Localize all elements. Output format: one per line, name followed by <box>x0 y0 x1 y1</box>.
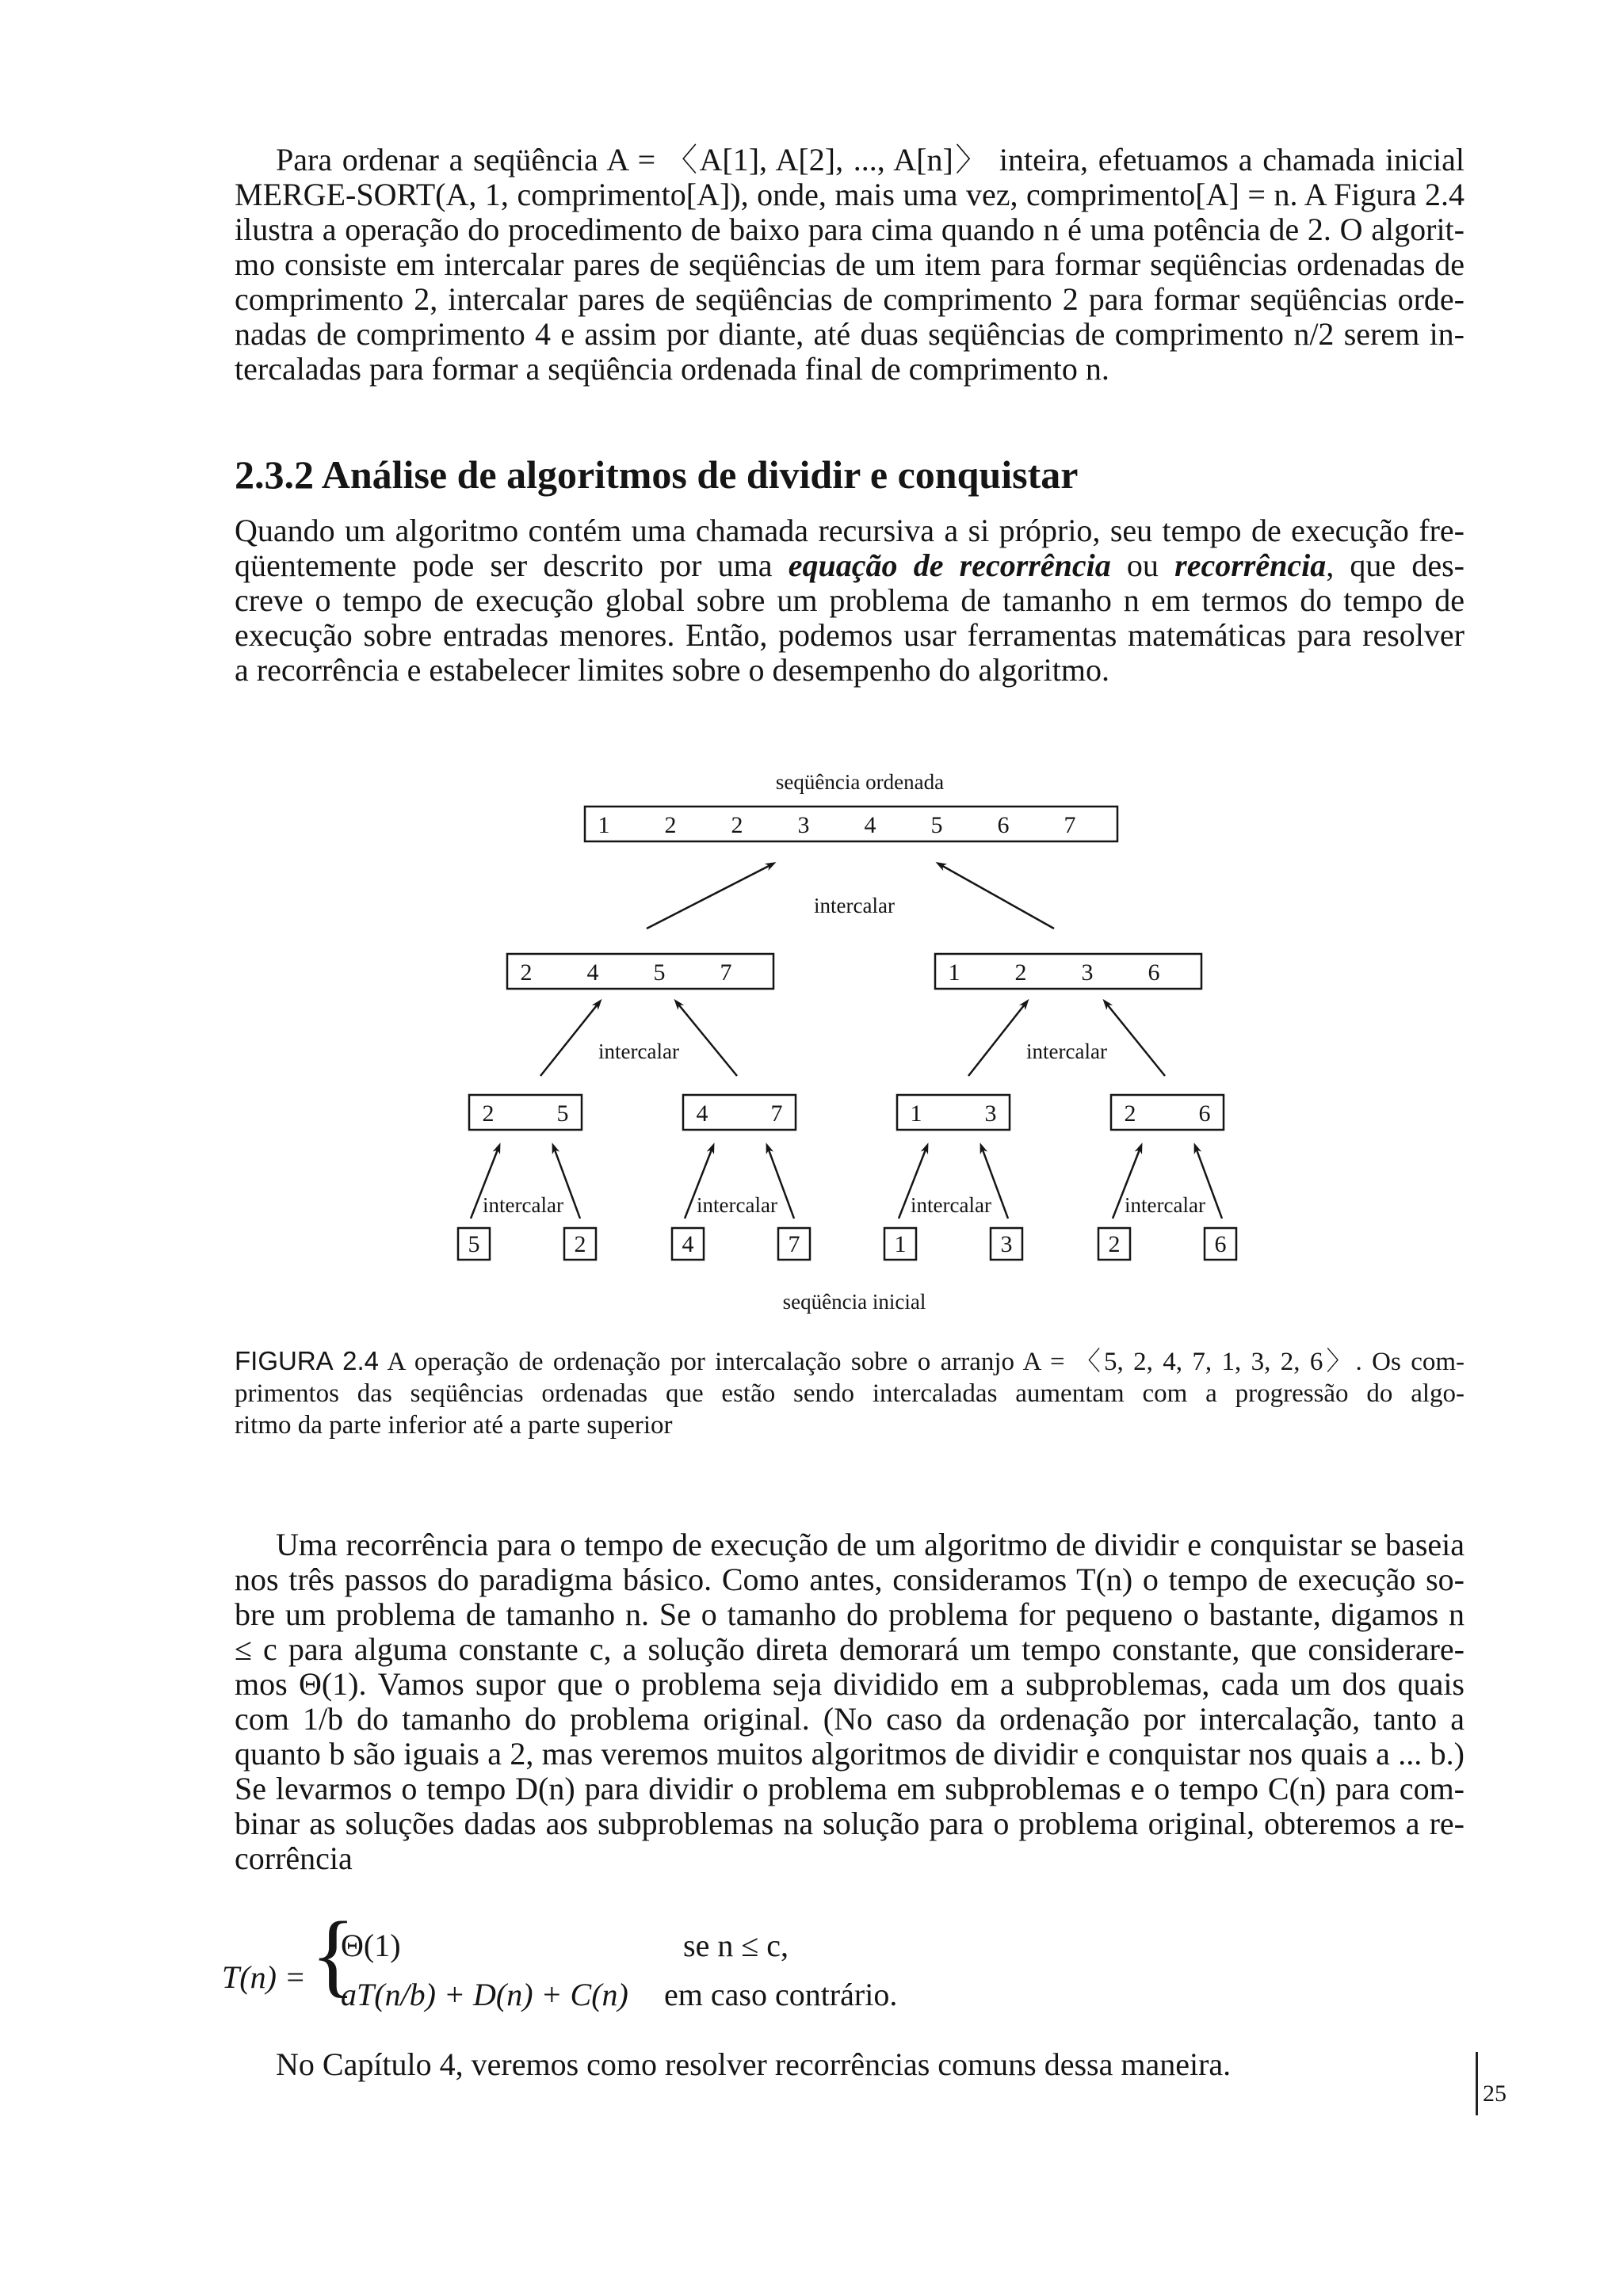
initial-sequence-label: seqüência inicial <box>782 1290 926 1314</box>
recurrence-line: Se levarmos o tempo D(n) para dividir o problema em subproblemas e o tempo C(n) para com- <box>235 1771 1465 1806</box>
merge-arrow <box>540 1001 600 1076</box>
sorted-sequence-label: seqüência ordenada <box>775 770 945 794</box>
single-value: 3 <box>1000 1231 1013 1257</box>
sorted-value: 2 <box>731 812 743 838</box>
text-run: qüentemente pode ser descrito por uma <box>235 547 789 583</box>
intro-line: mo consiste em intercalar pares de seqüências de um item para formar seqüências ordenadas de <box>235 246 1465 282</box>
formula-lhs: T(n) = <box>222 1959 306 1995</box>
caption-text: A operação de ordenação por intercalação sobre o arranjo A = 〈5, 2, 4, 7, 1, 3, 2, 6〉. Os com- <box>379 1348 1465 1376</box>
merge-label: intercalar <box>1026 1039 1107 1063</box>
figure-caption <box>235 1345 1465 1441</box>
section-title: Análise de algoritmos de dividir e conquistar <box>321 452 1079 497</box>
pair-value: 4 <box>696 1100 708 1127</box>
formula-case-2: aT(n/b) + D(n) + C(n) <box>341 1977 628 2012</box>
section-line: execução sobre entradas menores. Então, podemos usar ferramentas matemáticas para resolver <box>235 617 1465 653</box>
merge-arrow <box>676 1001 737 1076</box>
pair-value: 3 <box>984 1100 997 1127</box>
closing-sentence: No Capítulo 4, veremos como resolver recorrências comuns dessa maneira. <box>276 2046 1232 2082</box>
single-value: 4 <box>682 1231 694 1257</box>
recurrence-line: com 1/b do tamanho do problema original. (No caso da ordenação por intercalação, tanto a <box>235 1701 1465 1737</box>
section-line: a recorrência e estabelecer limites sobre o desempenho do algoritmo. <box>235 652 1109 688</box>
pair-value: 1 <box>910 1100 922 1127</box>
sorted-value: 2 <box>664 812 677 838</box>
intro-line: MERGE-SORT(A, 1, comprimento[A]), onde, mais uma vez, comprimento[A] = n. A Figura 2.4 <box>235 177 1465 212</box>
merge-arrow <box>938 864 1054 929</box>
array-frame <box>935 954 1201 989</box>
merged-run-right <box>935 954 1201 989</box>
single-value: 5 <box>468 1231 480 1257</box>
intro-line: tercaladas para formar a seqüência ordenada final de comprimento n. <box>235 351 1109 387</box>
run-value: 2 <box>1014 959 1027 986</box>
recurrence-line: quanto b são iguais a 2, mas veremos muitos algoritmos de dividir e conquistar nos quais a ... b.) <box>235 1736 1465 1772</box>
recurrence-line: ≤ c para alguma constante c, a solução direta demorará um tempo constante, que considerare- <box>235 1631 1465 1667</box>
sorted-array <box>585 807 1117 841</box>
single-value: 2 <box>1108 1231 1121 1257</box>
recurrence-line: Uma recorrência para o tempo de execução de um algoritmo de dividir e conquistar se baseia <box>276 1527 1465 1562</box>
sorted-value: 1 <box>598 812 610 838</box>
sorted-value: 7 <box>1064 812 1076 838</box>
merge-label: intercalar <box>483 1193 563 1217</box>
pair-value: 7 <box>770 1100 783 1127</box>
merge-arrow <box>968 1001 1027 1076</box>
merge-arrow <box>1105 1001 1165 1076</box>
run-value: 7 <box>720 959 732 986</box>
section-line: creve o tempo de execução global sobre um problema de tamanho n em termos do tempo de <box>235 582 1465 618</box>
merge-label: intercalar <box>697 1193 777 1217</box>
term-recurrence: recorrência <box>1174 547 1327 583</box>
merge-label: intercalar <box>814 894 895 917</box>
single-value: 7 <box>788 1231 800 1257</box>
merge-label: intercalar <box>598 1039 679 1063</box>
section-line: Quando um algoritmo contém uma chamada recursiva a si próprio, seu tempo de execução fre- <box>235 513 1465 548</box>
term-recurrence-equation: equação de recorrência <box>788 547 1111 583</box>
single-value: 1 <box>894 1231 907 1257</box>
formula-condition-1: se n ≤ c, <box>683 1928 789 1963</box>
single-value: 2 <box>574 1231 586 1257</box>
intro-line: Para ordenar a seqüência A = 〈A[1], A[2], ..., A[n]〉 inteira, efetuamos a chamada inicial <box>276 142 1465 177</box>
recurrence-paragraph <box>235 1527 1465 1876</box>
run-value: 1 <box>948 959 960 986</box>
sorted-value: 6 <box>997 812 1010 838</box>
merge-label: intercalar <box>1125 1193 1205 1217</box>
sorted-value: 4 <box>864 812 876 838</box>
run-value: 2 <box>520 959 533 986</box>
pair-value: 2 <box>1124 1100 1136 1127</box>
recurrence-line: binar as soluções dadas aos subproblemas na solução para o problema original, obteremos a re- <box>235 1806 1465 1841</box>
caption-line: primentos das seqüências ordenadas que estão sendo intercaladas aumentam com a progressão do algo- <box>235 1379 1465 1408</box>
pair-value: 6 <box>1198 1100 1211 1127</box>
formula-case-1: Θ(1) <box>341 1928 401 1963</box>
merge-arrow <box>647 864 773 929</box>
sorted-value: 5 <box>930 812 943 838</box>
sorted-value: 3 <box>797 812 810 838</box>
merged-run-left <box>507 954 773 989</box>
intro-line: comprimento 2, intercalar pares de seqüências de comprimento 2 para formar seqüências orde- <box>235 281 1465 317</box>
formula-condition-2: em caso contrário. <box>664 1977 898 2012</box>
intro-line: ilustra a operação do procedimento de baixo para cima quando n é uma potência de 2. O algorit- <box>235 212 1465 247</box>
pair-value: 2 <box>482 1100 495 1127</box>
text-run: ou <box>1110 547 1175 583</box>
section-number: 2.3.2 <box>235 452 314 497</box>
run-value: 6 <box>1148 959 1160 986</box>
run-value: 5 <box>653 959 666 986</box>
text-run: , que des- <box>1326 547 1465 583</box>
merge-label: intercalar <box>911 1193 991 1217</box>
caption-line <box>235 1345 1465 1378</box>
single-value: 6 <box>1214 1231 1227 1257</box>
left-brace: { <box>311 1902 356 2006</box>
run-value: 3 <box>1081 959 1094 986</box>
intro-line: nadas de comprimento 4 e assim por diante, até duas seqüências de comprimento n/2 serem in- <box>235 316 1465 352</box>
recurrence-line: mos Θ(1). Vamos supor que o problema seja dividido em a subproblemas, cada um dos quais <box>235 1666 1465 1702</box>
pair-value: 5 <box>556 1100 569 1127</box>
recurrence-line: corrência <box>235 1840 353 1876</box>
recurrence-line: nos três passos do paradigma básico. Como antes, consideramos T(n) o tempo de execução so- <box>235 1562 1465 1597</box>
run-value: 4 <box>586 959 599 986</box>
recurrence-line: bre um problema de tamanho n. Se o tamanho do problema for pequeno o bastante, digamos n <box>235 1596 1465 1632</box>
figure-label: FIGURA 2.4 <box>235 1346 380 1375</box>
page-number: 25 <box>1476 2052 1523 2115</box>
array-frame <box>507 954 773 989</box>
caption-line: ritmo da parte inferior até a parte superior <box>235 1411 673 1440</box>
